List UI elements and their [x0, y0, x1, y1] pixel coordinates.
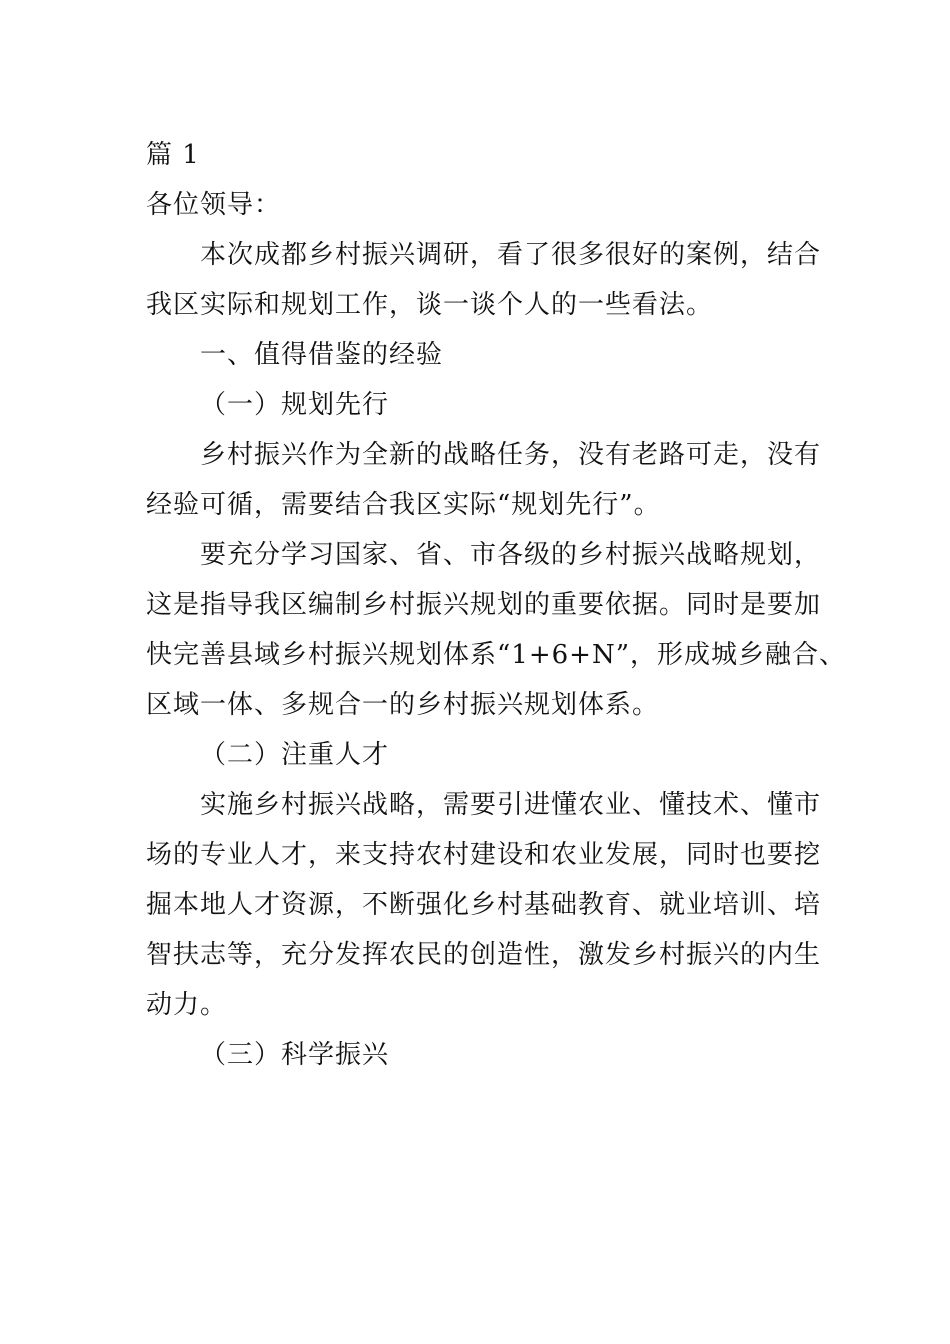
paragraph-line: 实施乡村振兴战略，需要引进懂农业、懂技术、懂市 [200, 790, 822, 820]
salutation: 各位领导： [146, 190, 282, 220]
paragraph [146, 530, 846, 730]
paragraph-line: 区域一体、多规合一的乡村振兴规划体系。 [146, 690, 660, 720]
section-heading: 一、值得借鉴的经验 [200, 340, 444, 370]
paragraph [146, 430, 822, 530]
paragraph-line: 快完善县域乡村振兴规划体系“1+6+N”，形成城乡融合、 [146, 640, 846, 670]
subsection-heading: （三）科学振兴 [200, 1040, 390, 1070]
paragraph-line: 这是指导我区编制乡村振兴规划的重要依据。同时是要加 [146, 590, 822, 620]
paragraph-line: 场的专业人才，来支持农村建设和农业发展，同时也要挖 [146, 840, 822, 870]
subsection-heading: （二）注重人才 [200, 740, 390, 770]
paragraph-line: 掘本地人才资源，不断强化乡村基础教育、就业培训、培 [146, 890, 822, 920]
paragraph-line: 动力。 [146, 990, 228, 1020]
paragraph-line: 本次成都乡村振兴调研，看了很多很好的案例，结合 [200, 240, 822, 270]
paragraph-line: 我区实际和规划工作，谈一谈个人的一些看法。 [146, 290, 714, 320]
paragraph [146, 230, 822, 330]
paragraph [146, 780, 822, 1030]
paragraph-line: 要充分学习国家、省、市各级的乡村振兴战略规划， [200, 540, 822, 570]
document-heading: 篇 1 [146, 140, 200, 170]
paragraph-line: 智扶志等，充分发挥农民的创造性，激发乡村振兴的内生 [146, 940, 822, 970]
paragraph-line: 经验可循，需要结合我区实际“规划先行”。 [146, 490, 661, 520]
document-body [146, 130, 846, 1080]
paragraph-line: 乡村振兴作为全新的战略任务，没有老路可走，没有 [200, 440, 822, 470]
subsection-heading: （一）规划先行 [200, 390, 390, 420]
